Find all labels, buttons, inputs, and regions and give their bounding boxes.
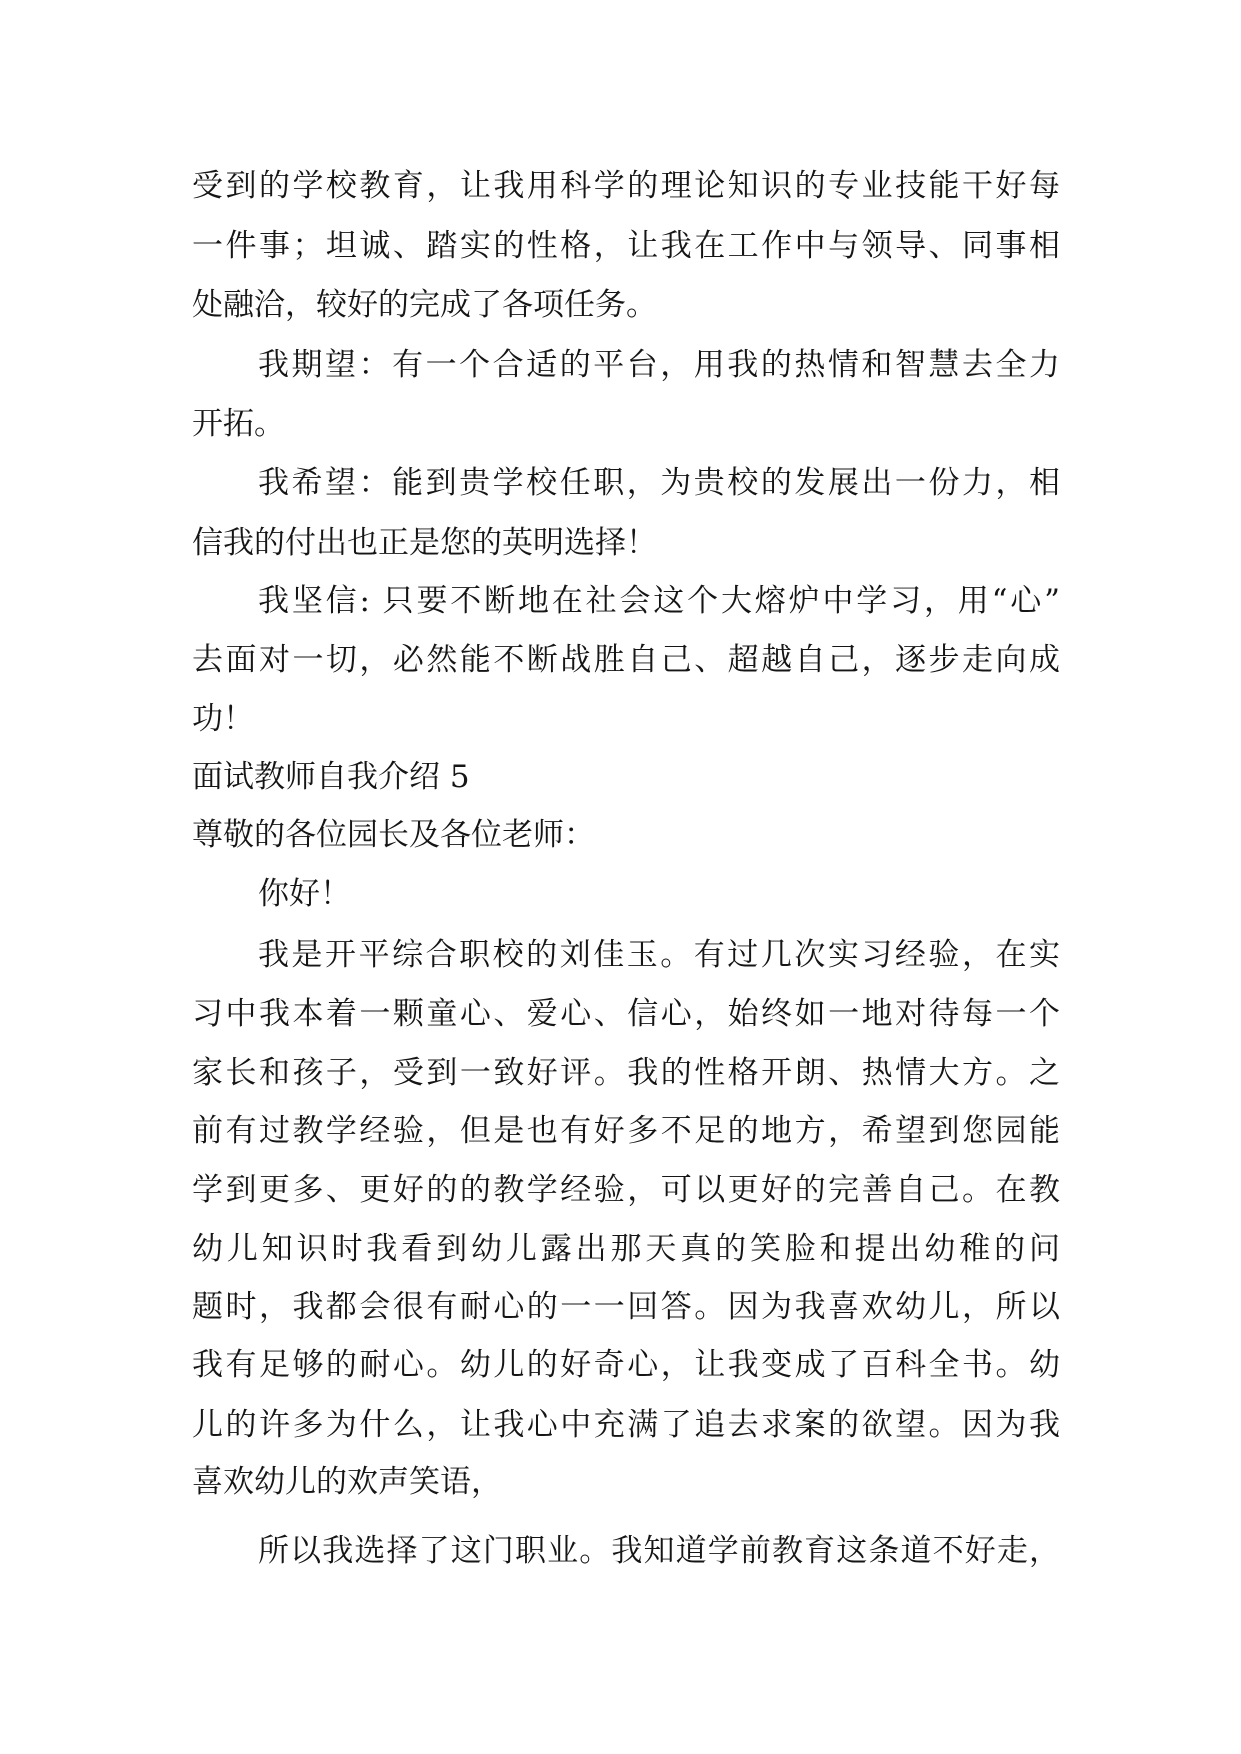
body-text-line: 所以我选择了这门职业。我知道学前教育这条道不好走， (258, 1533, 1060, 1569)
body-text-line: 受到的学校教育，让我用科学的理论知识的专业技能干好每 (192, 168, 1060, 204)
body-text-line: 前有过教学经验，但是也有好多不足的地方，希望到您园能 (192, 1113, 1060, 1149)
body-text-line: 一件事；坦诚、踏实的性格，让我在工作中与领导、同事相 (192, 228, 1060, 264)
body-text-line: 习中我本着一颗童心、爱心、信心，始终如一地对待每一个 (192, 996, 1060, 1032)
body-text-line: 功！ (192, 701, 254, 737)
salutation-line: 尊敬的各位园长及各位老师： (192, 817, 595, 853)
body-text-line: 儿的许多为什么，让我心中充满了追去求案的欲望。因为我 (192, 1407, 1060, 1443)
body-text-line: 题时，我都会很有耐心的一一回答。因为我喜欢幼儿，所以 (192, 1289, 1060, 1325)
body-text-line: 学到更多、更好的的教学经验，可以更好的完善自己。在教 (192, 1172, 1060, 1208)
body-text-line: 去面对一切，必然能不断战胜自己、超越自己，逐步走向成 (192, 642, 1060, 678)
body-text-line: 幼儿知识时我看到幼儿露出那天真的笑脸和提出幼稚的问 (192, 1231, 1060, 1267)
body-text-line: 我有足够的耐心。幼儿的好奇心，让我变成了百科全书。幼 (192, 1347, 1060, 1383)
body-text-line: 处融洽，较好的完成了各项任务。 (192, 287, 657, 323)
body-text-line: 家长和孩子，受到一致好评。我的性格开朗、热情大方。之 (192, 1055, 1060, 1091)
body-text-line: 我坚信: 只要不断地在社会这个大熔炉中学习，用“心” (258, 583, 1060, 619)
body-text-line: 我希望：能到贵学校任职，为贵校的发展出一份力，相 (258, 465, 1060, 501)
section-heading: 面试教师自我介绍 5 (192, 759, 470, 795)
body-text-line: 我是开平综合职校的刘佳玉。有过几次实习经验，在实 (258, 937, 1060, 973)
body-text-line: 信我的付出也正是您的英明选择！ (192, 525, 657, 561)
body-text-line: 喜欢幼儿的欢声笑语， (192, 1464, 502, 1500)
body-text-line: 我期望：有一个合适的平台，用我的热情和智慧去全力 (258, 347, 1060, 383)
greeting-line: 你好！ (258, 876, 351, 912)
body-text-line: 开拓。 (192, 406, 285, 442)
